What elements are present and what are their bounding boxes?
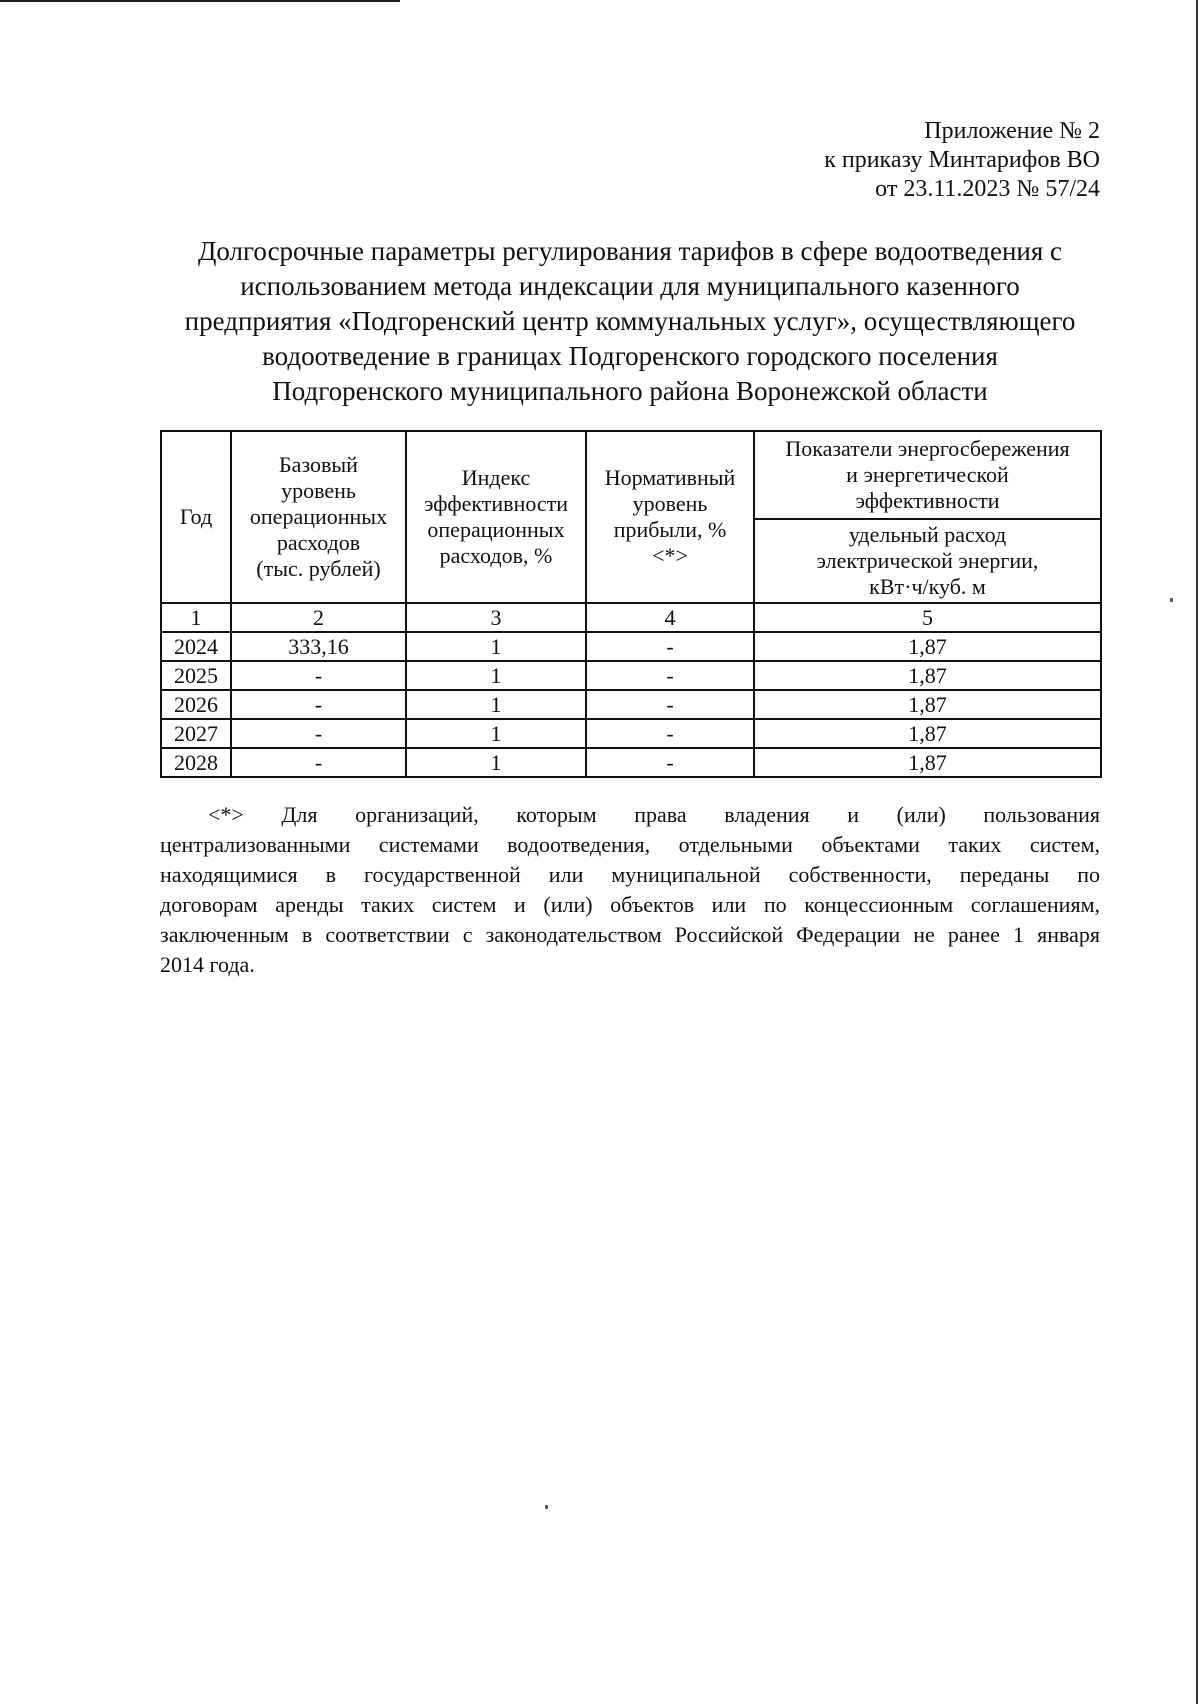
cell-profit-level: -: [586, 719, 754, 748]
cell-base-level: -: [231, 748, 406, 777]
annex-order-ref: к приказу Минтарифов ВО: [824, 147, 1100, 173]
footnote-line: заключенным в соответствии с законодательством Российской Федерации не ранее 1 января: [160, 922, 1100, 947]
cell-profit-level: -: [586, 661, 754, 690]
column-number: 3: [406, 603, 586, 632]
parameters-table: [160, 430, 1102, 778]
header-line: Нормативный: [604, 465, 736, 490]
footnote-line: <*> Для организаций, которым права владения и (или) пользования: [208, 802, 1100, 827]
header-line: <*>: [652, 543, 688, 568]
header-line: операционных: [249, 504, 388, 529]
title-line: водоотведение в границах Подгоренского городского поселения: [262, 341, 998, 371]
header-energy-sub: [754, 519, 1101, 603]
footnote-line: 2014 года.: [160, 952, 255, 977]
header-profit-level: [586, 431, 754, 603]
footnote-line: находящимися в государственной или муниципальной собственности, переданы по: [160, 862, 1100, 887]
document-title: [150, 234, 1110, 409]
scan-edge-top: [0, 0, 400, 2]
cell-energy-use: 1,87: [754, 661, 1101, 690]
header-base-level: [231, 431, 406, 603]
cell-profit-level: -: [586, 690, 754, 719]
cell-efficiency-index: 1: [406, 719, 586, 748]
cell-efficiency-index: 1: [406, 690, 586, 719]
table-row: [161, 719, 1101, 748]
cell-profit-level: -: [586, 748, 754, 777]
title-line: предприятия «Подгоренский центр коммунальных услуг», осуществляющего: [184, 306, 1076, 336]
cell-energy-use: 1,87: [754, 690, 1101, 719]
header-line: уровень: [632, 491, 708, 516]
footnote: [160, 800, 1100, 980]
annex-header: [824, 117, 1100, 204]
footnote-line: централизованными системами водоотведения, отдельными объектами таких систем,: [160, 832, 1100, 857]
header-line: операционных: [427, 517, 565, 542]
cell-energy-use: 1,87: [754, 632, 1101, 661]
scan-speck: [1170, 598, 1173, 602]
scan-speck: [545, 1505, 548, 1509]
cell-efficiency-index: 1: [406, 632, 586, 661]
footnote-line: договорам аренды таких систем и (или) объектов или по концессионным соглашениям,: [160, 892, 1100, 917]
column-number: 5: [754, 603, 1101, 632]
header-efficiency-index: [406, 431, 586, 603]
header-year: Год: [161, 431, 231, 603]
header-line: электрической энергии,: [816, 548, 1039, 573]
header-line: уровень: [281, 478, 356, 503]
header-line: Базовый: [279, 452, 358, 477]
cell-year: 2028: [161, 748, 231, 777]
table-row: [161, 690, 1101, 719]
cell-year: 2027: [161, 719, 231, 748]
scan-edge-right: [1196, 0, 1198, 1704]
cell-energy-use: 1,87: [754, 748, 1101, 777]
header-line: эффективности: [855, 488, 1000, 513]
annex-order-date: от 23.11.2023 № 57/24: [875, 176, 1100, 202]
table-header-row: [161, 431, 1101, 519]
header-line: прибыли, %: [613, 517, 727, 542]
header-line: расходов, %: [439, 543, 553, 568]
header-line: удельный расход: [848, 522, 1007, 547]
header-line: Показатели энергосбережения: [785, 436, 1070, 461]
column-number: 2: [231, 603, 406, 632]
header-line: и энергетической: [846, 462, 1009, 487]
column-number: 1: [161, 603, 231, 632]
title-line: Долгосрочные параметры регулирования тарифов в сфере водоотведения с: [197, 236, 1063, 266]
annex-number: Приложение № 2: [924, 118, 1100, 144]
header-line: эффективности: [423, 491, 569, 516]
cell-base-level: -: [231, 690, 406, 719]
header-line: кВт·ч/куб. м: [869, 574, 986, 599]
cell-energy-use: 1,87: [754, 719, 1101, 748]
header-energy-group: [754, 431, 1101, 519]
header-line: расходов: [276, 530, 361, 555]
cell-profit-level: -: [586, 632, 754, 661]
cell-year: 2025: [161, 661, 231, 690]
table-row: [161, 632, 1101, 661]
title-line: Подгоренского муниципального района Воронежской области: [272, 376, 988, 406]
cell-efficiency-index: 1: [406, 661, 586, 690]
table-row: [161, 661, 1101, 690]
header-line: (тыс. рублей): [256, 556, 381, 581]
cell-year: 2026: [161, 690, 231, 719]
cell-base-level: 333,16: [231, 632, 406, 661]
cell-efficiency-index: 1: [406, 748, 586, 777]
cell-base-level: -: [231, 719, 406, 748]
cell-base-level: -: [231, 661, 406, 690]
title-line: использованием метода индексации для муниципального казенного: [240, 271, 1020, 301]
cell-year: 2024: [161, 632, 231, 661]
table-row: [161, 748, 1101, 777]
column-number: 4: [586, 603, 754, 632]
header-line: Индекс: [461, 465, 531, 490]
column-number-row: [161, 603, 1101, 632]
